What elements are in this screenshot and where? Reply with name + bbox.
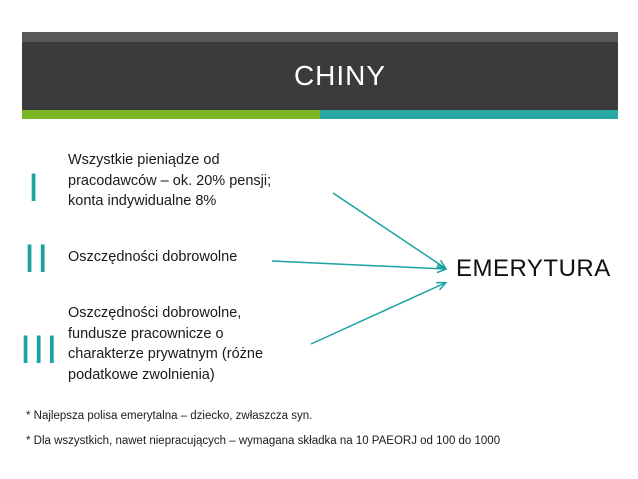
pillar-numeral-3: III — [20, 328, 60, 372]
arrow-pillar-1 — [333, 193, 445, 268]
pillar-text-2: Oszczędności dobrowolne — [68, 249, 238, 265]
footnote-2: * Dla wszystkich, nawet niepracujących – wymagana składka na 10 PAEORJ od 100 do 1000 — [26, 435, 501, 447]
pillar-text-1: Wszystkie pieniądze od pracodawców – ok. 20% pensji; konta indywidualne 8% — [68, 152, 272, 209]
pillar-numeral-1: I — [28, 166, 42, 210]
footnote-1: * Najlepsza polisa emerytalna – dziecko, zwłaszcza syn. — [26, 410, 313, 422]
arrow-pillar-2 — [272, 261, 445, 269]
pillar-text-3: Oszczędności dobrowolne, fundusze pracownicze o charakterze prywatnym (różne podatkowe zwolnienia) — [68, 305, 264, 383]
pillar-numeral-2: II — [24, 237, 51, 281]
slide-title: CHINY — [293, 60, 387, 91]
result-label: EMERYTURA — [456, 255, 611, 282]
arrow-pillar-3 — [311, 283, 445, 344]
